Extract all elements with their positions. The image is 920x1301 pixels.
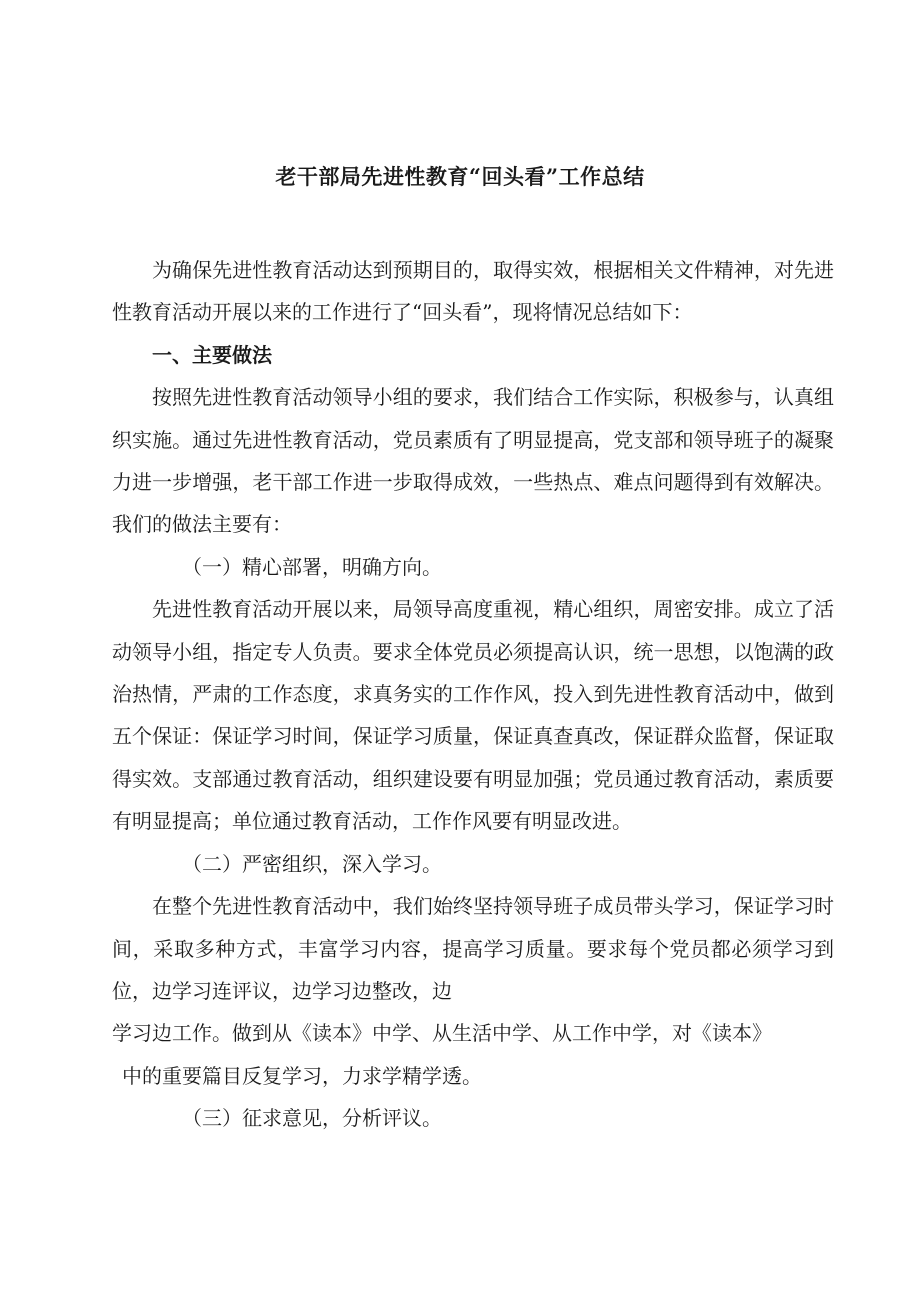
- subsection1-paragraph: 先进性教育活动开展以来，局领导高度重视，精心组织，周密安排。成立了活动领导小组，指定专人负责。要求全体党员必须提高认识，统一思想，以饱满的政治热情，严肃的工作态度，求真务实的工作作风，投入到先进性教育活动中，做到五个保证：保证学习时间，保证学习质量，保证真查真改，保证群众监督，保证取得实效。支部通过教育活动，组织建设要有明显加强；党员通过教育活动，素质要有明显提高；单位通过教育活动，工作作风要有明显改进。: [112, 597, 834, 834]
- section1-paragraph: 按照先进性教育活动领导小组的要求，我们结合工作实际，积极参与，认真组织实施。通过先进性教育活动，党员素质有了明显提高，党支部和领导班子的凝聚力进一步增强，老干部工作进一步取得成效，一些热点、难点问题得到有效解决。我们的做法主要有：: [112, 385, 834, 537]
- document-body: [112, 249, 834, 1140]
- section-heading-main-practices: 一、主要做法: [152, 342, 272, 367]
- subsection2-continuation-line: 学习边工作。做到从《读本》中学、从生活中学、从工作中学，对《读本》: [112, 1021, 772, 1046]
- subsection-heading-2: （二）严密组织，深入学习。: [182, 851, 442, 876]
- intro-paragraph: 为确保先进性教育活动达到预期目的，取得实效，根据相关文件精神，对先进性教育活动开展以来的工作进行了“回头看”，现将情况总结如下：: [112, 258, 834, 325]
- subsection2-continuation-line-2: 中的重要篇目反复学习，力求学精学透。: [122, 1063, 482, 1088]
- subsection-heading-3: （三）征求意见，分析评议。: [182, 1106, 442, 1131]
- subsection-heading-1: （一）精心部署，明确方向。: [182, 554, 442, 579]
- subsection2-paragraph: 在整个先进性教育活动中，我们始终坚持领导班子成员带头学习，保证学习时间，采取多种方式，丰富学习内容，提高学习质量。要求每个党员都必须学习到位，边学习连评议，边学习边整改，边: [112, 894, 834, 1003]
- document-title: 老干部局先进性教育“回头看”工作总结: [275, 164, 645, 189]
